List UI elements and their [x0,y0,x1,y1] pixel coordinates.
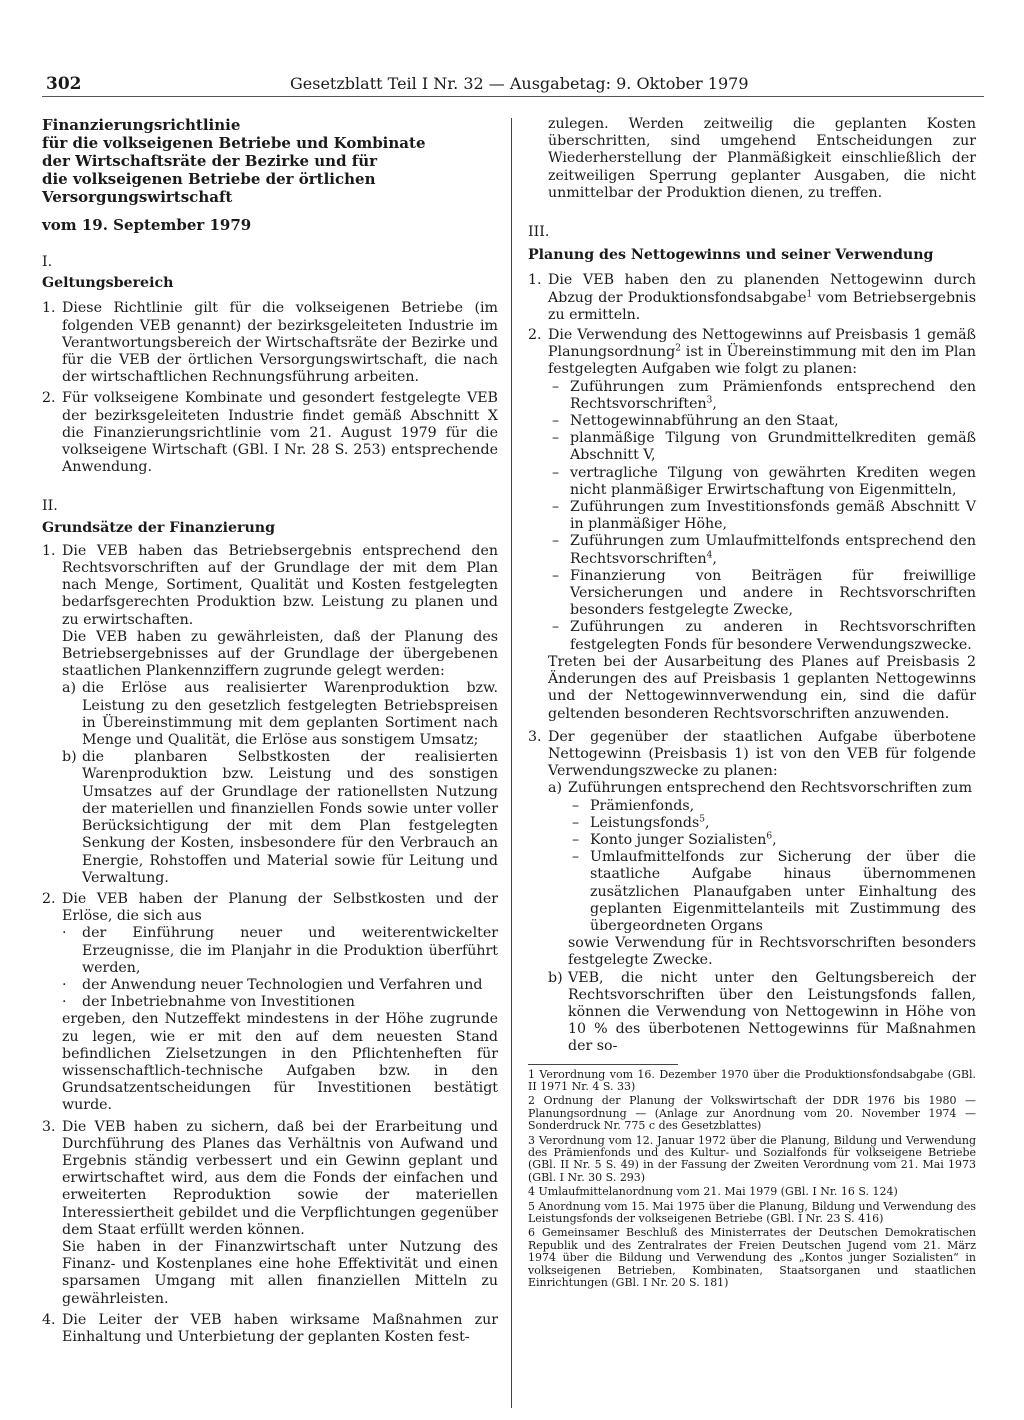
section-heading: Geltungsbereich [42,275,174,292]
dash-mark: – [552,430,560,447]
dash-mark: – [552,378,560,395]
paragraph [548,272,976,324]
text: Konto junger Sozialisten [590,831,767,848]
item-number: 3. [528,728,542,745]
item-number: 2. [42,890,56,907]
bullet-item [62,977,498,994]
document-date: vom 19. September 1979 [42,216,252,234]
running-header: Gesetzblatt Teil I Nr. 32 — Ausgabetag: 9. Oktober 1979 [290,74,749,93]
sub-letter: b) [62,749,77,766]
sub-item [548,970,976,1056]
text: , [772,831,777,848]
dash-item [568,832,976,849]
title-line: für die volkseigenen Betriebe und Kombinate [42,134,426,152]
footnote-ref: 5 [699,813,706,824]
text: Finanzierung von Beiträgen für freiwillige Versicherungen und andere in Rechtsvorschriften besonders festgelegte Zwecke, [570,567,976,619]
footnote-ref: 3 [706,395,713,406]
paragraph: Der gegenüber der staatlichen Aufgabe überbotene Nettogewinn (Preisbasis 1) ist von den VEB für folgende Verwendungszwecke zu planen: [548,728,976,780]
footnote-rule [528,1064,678,1065]
text: Zuführungen zum Umlaufmittelfonds entsprechend den Rechtsvorschriften [570,533,976,567]
text: , [705,814,710,831]
text: Die Verwendung des Nettogewinns auf Preisbasis 1 gemäß Planungsordnung [548,327,976,361]
title-line: der Wirtschaftsräte der Bezirke und für [42,152,378,170]
section-number: II. [42,498,58,515]
dash-mark: – [552,413,560,430]
paragraph: Die Leiter der VEB haben wirksame Maßnahmen zur Einhaltung und Unterbietung der geplanten Kosten fest- [62,1311,498,1345]
bullet-mark: · [62,994,67,1011]
dash-item [548,379,976,413]
sub-list [548,780,976,1055]
paragraph: Die VEB haben zu sichern, daß bei der Erarbeitung und Durchführung des Planes das Verhältnis von Aufwand und Ergebnis ständig verbessert und ein Gewinn geplant und erwirtschaftet wird, aus dem die Fonds der einfachen und erweiterten Reproduktion sowie der materiellen Interessiertheit gebildet und die Verpflichtungen gegenüber dem Staat erfüllt werden können. [62,1118,498,1238]
text: Zuführungen zum Prämienfonds entsprechend den Rechtsvorschriften [570,378,976,412]
footnote: 4 Umlaufmittelanordnung vom 21. Mai 1979 (GBl. I Nr. 16 S. 124) [528,1185,898,1199]
text: Zuführungen zu anderen in Rechtsvorschriften festgelegten Fonds für besondere Verwendungszwecke. [570,619,976,653]
paragraph: Die VEB haben das Betriebsergebnis entsprechend den Rechtsvorschriften auf der Grundlage der mit dem Plan nach Menge, Sortiment, Qualität und Kosten festgelegten bedarfsgerechten Produktion bzw. Leistung zu planen und zu erwirtschaften. [62,542,498,628]
text: Die VEB haben den zu planenden Nettogewinn durch Abzug der Produktionsfondsabgabe [548,272,976,306]
dash-mark: – [572,814,580,831]
left-column [42,116,498,1346]
section-heading: Planung des Nettogewinns und seiner Verwendung [528,247,934,264]
bullet-list [62,925,498,1011]
sub-item [548,780,976,969]
section-3-list [528,272,976,1055]
item-number: 1. [528,272,542,289]
dash-mark: – [552,567,560,584]
item-number: 2. [528,327,542,344]
dash-item [548,568,976,620]
text: Leistungsfonds [590,814,700,831]
item-number: 2. [42,390,56,407]
paragraph: Die VEB haben zu gewährleisten, daß der Planung des Betriebsergebnisses auf der Grundlage der übergebenen staatlichen Plankennziffern zugrunde gelegt werden: [62,628,498,680]
footnote: 6 Gemeinsamer Beschluß des Ministerrates der Deutschen Demokratischen Republik und des Zentralrates der Freien Deutschen Jugend vom 21. März 1974 über die Bildung und Verwendung des „Kontos junger Sozialisten“ in volkseigenen Betrieben, Kombinaten, Staatsorganen und staatlichen Einrichtungen (GBl. I Nr. 20 S. 181) [528,1226,976,1290]
dash-mark: – [572,831,580,848]
list-item [528,272,976,324]
sub-text: VEB, die nicht unter den Geltungsbereich der Rechtsvorschriften über den Leistungsfonds fallen, können die Verwendung von Nettogewinn in Höhe von 10 % des überbotenen Nettogewinns für Maßnahmen der so- [568,969,976,1055]
dash-list [548,379,976,654]
paragraph: sowie Verwendung für in Rechtsvorschriften besonders festgelegte Zwecke. [568,935,976,969]
sub-text: die Erlöse aus realisierter Warenproduktion bzw. Leistung zu den gesetzlich festgelegten Betriebspreisen in Übereinstimmung mit dem geplanten Sortiment nach Menge und Qualität, die Erlöse aus sonstigem Umsatz; [82,680,498,749]
list-item [528,729,976,1056]
section-1-list [42,300,498,476]
sub-item [62,680,498,749]
dash-item [548,533,976,567]
text: Umlaufmittelfonds zur Sicherung der über die staatliche Aufgabe hinaus übernommenen zusätzlichen Planaufgaben unter Einhaltung des geplanten Eigenmittelanteils mit Zustimmung des übergeordneten Organs [590,849,976,934]
footnote-ref: 2 [675,343,681,354]
paragraph-continued: zulegen. Werden zeitweilig die geplanten Kosten überschritten, sind umgehend Entscheidungen zur Wiederherstellung der Planmäßigkeit einschließlich der zeitweiligen Sperrung geplanter Ausgaben, die nicht unmittelbar der Produktion dienen, zu treffen. [548,116,976,201]
footnotes [528,1069,976,1290]
text: Nettogewinnabführung an den Staat, [570,413,839,430]
footnote-ref: 6 [766,831,773,842]
footnote-ref: 4 [706,549,713,560]
dash-list [568,798,976,936]
paragraph: Treten bei der Ausarbeitung des Planes auf Preisbasis 2 Änderungen des auf Preisbasis 1 geplanten Nettogewinns und der Nettogewinnverwendung ein, sind die dafür geltenden besonderen Rechtsvorschriften anzuwenden. [548,653,976,722]
paragraph: ergeben, den Nutzeffekt mindestens in der Höhe zugrunde zu legen, wie er mit den auf dem neuesten Stand befindlichen Zielsetzungen in den Pflichtenheften für wissenschaftlich-technische Aufgaben bzw. in den Grundsatzentscheidungen für Investitionen bestätigt wurde. [62,1011,498,1114]
sub-list [62,680,498,886]
section-heading: Grundsätze der Finanzierung [42,519,276,536]
page-number: 302 [46,74,82,94]
item-number: 1. [42,300,56,317]
dash-item [548,430,976,464]
section-number: I. [42,254,53,270]
bullet-text: der Einführung neuer und weiterentwickelter Erzeugnisse, die im Planjahr in die Produktion überführt werden, [82,925,498,976]
text: , [712,395,717,412]
item-text: Diese Richtlinie gilt für die volkseigenen Betriebe (im folgenden VEB genannt) der bezirksgeleiteten Industrie im Verantwortungsbereich der Wirtschaftsräte der Bezirke und für die VEB der örtlichen Versorgungswirtschaft, die nach der wirtschaftlichen Rechnungsführung arbeiten. [62,300,498,386]
footnote: 2 Ordnung der Planung der Volkswirtschaft der DDR 1976 bis 1980 — Planungsordnung — (Anlage zur Anordnung vom 20. November 1974 — Sonderdruck Nr. 775 c des Gesetzblattes) [528,1094,976,1133]
dash-mark: – [552,619,560,636]
text: Prämienfonds, [590,797,695,814]
list-item [42,300,498,386]
bullet-item [62,994,498,1011]
dash-item [548,465,976,499]
bullet-mark: · [62,925,67,942]
text: ist in Übereinstimmung mit den im Plan festgelegten Aufgaben wie folgt zu planen: [548,344,976,378]
bullet-text: der Inbetriebnahme von Investitionen [82,994,355,1011]
text: planmäßige Tilgung von Grundmittelkrediten gemäß Abschnitt V, [570,430,976,464]
list-item [42,1119,498,1308]
footnote-ref: 1 [806,288,813,299]
item-text: Für volkseigene Kombinate und gesondert festgelegte VEB der bezirksgeleiteten Industrie findet gemäß Abschnitt X die Finanzierungsrichtlinie vom 21. August 1979 für die volkseigene Wirtschaft (GBl. I Nr. 28 S. 253) entsprechende Anwendung. [62,390,498,476]
sub-letter: a) [62,680,76,697]
bullet-text: der Anwendung neuer Technologien und Verfahren und [82,976,483,993]
column-divider [511,118,512,1408]
footnote: 1 Verordnung vom 16. Dezember 1970 über die Produktionsfondsabgabe (GBl. II 1971 Nr. 4 S. 33) [528,1067,976,1093]
dash-mark: – [552,533,560,550]
dash-item [548,413,976,430]
title-line: die volkseigenen Betriebe der örtlichen [42,170,376,188]
right-column [528,116,976,1291]
text: vom Betriebsergebnis zu ermitteln. [548,289,976,323]
dash-item [568,798,976,815]
footnote: 5 Anordnung vom 15. Mai 1975 über die Planung, Bildung und Verwendung des Leistungsfonds der volkseigenen Betriebe (GBl. I Nr. 23 S. 416) [528,1199,976,1226]
dash-item [548,499,976,533]
list-item [42,1312,498,1346]
list-item [42,390,498,476]
text: , [712,550,717,567]
document-title [42,116,498,206]
sub-item [62,749,498,887]
dash-item [568,849,976,935]
footnote: 3 Verordnung vom 12. Januar 1972 über die Planung, Bildung und Verwendung des Prämienfonds und des Kultur- und Sozialfonds für volkseigene Betriebe (GBl. II Nr. 5 S. 49) in der Fassung der Zweiten Verordnung vom 21. Mai 1973 (GBl. I Nr. 30 S. 293) [528,1133,976,1184]
dash-mark: – [552,464,560,481]
sub-letter: a) [548,780,562,797]
dash-mark: – [572,797,580,814]
paragraph: Sie haben in der Finanzwirtschaft unter Nutzung des Finanz- und Kostenplanes eine hohe Effektivität und einen sparsamen Umgang mit allen finanziellen Mitteln zu gewährleisten. [62,1238,498,1307]
sub-text: die planbaren Selbstkosten der realisierten Warenproduktion bzw. Leistung und des sonstigen Umsatzes auf der Grundlage der rationellsten Nutzung der materiellen und finanziellen Fonds sowie unter voller Berücksichtigung der mit dem Plan festgelegten Senkung der Kosten, insbesondere für den Verbrauch an Energie, Rohstoffen und Material sowie für Leitung und Verwaltung. [82,749,498,886]
list-item [528,327,976,723]
title-line: Finanzierungsrichtlinie [42,116,241,134]
dash-mark: – [552,499,560,516]
sub-letter: b) [548,969,563,986]
title-line: Versorgungswirtschaft [42,188,233,206]
item-number: 3. [42,1118,56,1135]
section-number: III. [528,224,550,241]
paragraph: Die VEB haben der Planung der Selbstkosten und der Erlöse, die sich aus [62,890,498,925]
text: Zuführungen zum Investitionsfonds gemäß Abschnitt V in planmäßiger Höhe, [570,499,976,533]
text: vertragliche Tilgung von gewährten Krediten wegen nicht planmäßiger Erwirtschaftung von Eigenmitteln, [570,464,976,498]
item-number: 1. [42,542,56,559]
item-number: 4. [42,1311,56,1328]
dash-item [568,815,976,832]
list-item [42,543,498,887]
dash-item [548,619,976,653]
list-item [42,891,498,1115]
paragraph [548,327,976,379]
dash-mark: – [572,849,580,866]
sub-text: Zuführungen entsprechend den Rechtsvorschriften zum [568,780,973,797]
header-rule [42,96,984,97]
bullet-mark: · [62,976,67,993]
section-2-list [42,543,498,1346]
bullet-item [62,925,498,977]
